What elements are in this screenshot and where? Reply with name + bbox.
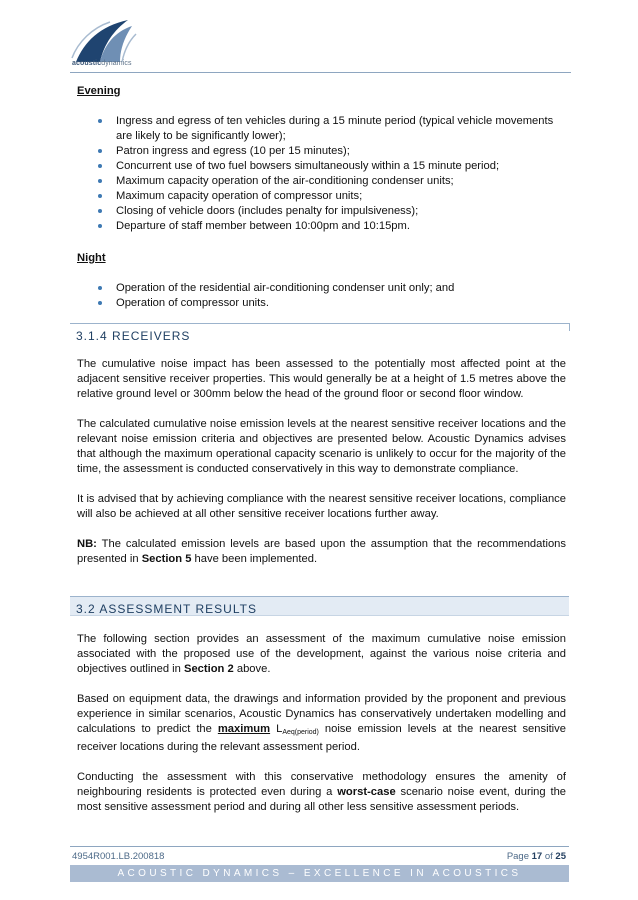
assessment-paragraph-2: Based on equipment data, the drawings and information provided by the proponent and previous experience in similar scenarios, Acoustic Dynamics has conservatively undertaken modelling and calculations to predict the maximum $L_{Aeq(period)}$ noise emission levels at the nearest sensitive receiver locations during the relevant assessment period. — [77, 693, 566, 753]
assessment-paragraph-3: Conducting the assessment with this conservative methodology ensures the amenity of neighbouring residents is protected even during a worst-case scenario noise event, during the most sensitive assessment period and during all other less sensitive assessment periods. — [77, 771, 567, 813]
section-heading-assessment-results: 3.2 ASSESSMENT RESULTS — [70, 596, 569, 616]
night-heading: Night — [77, 252, 106, 264]
activity-lists — [77, 84, 566, 311]
list-item: Ingress and egress of ten vehicles during a 15 minute period (typical vehicle movements are likely to be significantly lower); — [77, 114, 566, 144]
list-item: Operation of compressor units. — [77, 296, 566, 311]
logo-wordmark: acousticdynamics — [72, 60, 132, 67]
receivers-paragraph-2: The calculated cumulative noise emission levels at the nearest sensitive receiver locations and the relevant noise emission criteria and objectives are presented below. Acoustic Dynamics advises that although the maximum operational capacity scenario is unlikely to occur for the majority of the time, the assessment is conducted conservatively in this way to demonstrate compliance. — [77, 418, 566, 475]
night-list — [77, 281, 566, 311]
list-item: Closing of vehicle doors (includes penalty for impulsiveness); — [77, 204, 566, 219]
list-item: Concurrent use of two fuel bowsers simultaneously within a 15 minute period; — [77, 159, 566, 174]
section-5-reference: Section 5 — [141, 553, 192, 565]
list-item: Departure of staff member between 10:00pm and 10:15pm. — [77, 219, 566, 234]
nb-label: NB: — [77, 538, 97, 550]
receivers-paragraph-1: The cumulative noise impact has been assessed to the potentially most affected point at the adjacent sensitive receiver properties. This would generally be at a height of 1.5 metres above the relative ground level or 300mm below the head of the ground floor or second floor window. — [77, 358, 566, 400]
assessment-body — [77, 632, 566, 815]
list-item: Maximum capacity operation of compressor units; — [77, 189, 566, 204]
maximum-emphasis: maximum — [217, 723, 271, 735]
section-heading-receivers: 3.1.4 RECEIVERS — [70, 323, 569, 343]
assessment-paragraph-1: The following section provides an assessment of the maximum cumulative noise emission associated with the proposed use of the development, against the various noise criteria and objectives outlined in Section 2 above. — [77, 633, 566, 675]
laeq-symbol: $L_{Aeq(period)}$ — [276, 723, 319, 736]
receivers-body — [77, 357, 566, 567]
evening-list — [77, 114, 566, 234]
document-reference: 4954R001.LB.200818 — [72, 851, 165, 862]
evening-heading: Evening — [77, 85, 121, 97]
section-2-reference: Section 2 — [183, 663, 234, 675]
list-item: Operation of the residential air-conditioning condenser unit only; and — [77, 281, 566, 296]
receivers-nb-paragraph: NB: The calculated emission levels are based upon the assumption that the recommendations presented in Section 5 have been implemented. — [77, 538, 566, 565]
page-number: Page 17 of 25 — [506, 851, 566, 862]
worst-case-emphasis: worst-case — [337, 786, 396, 798]
list-item: Patron ingress and egress (10 per 15 minutes); — [77, 144, 566, 159]
footer-tagline-band: ACOUSTIC DYNAMICS – EXCELLENCE IN ACOUSTICS — [70, 865, 569, 882]
header-rule — [70, 72, 571, 73]
footer-rule — [70, 846, 569, 847]
receivers-paragraph-3: It is advised that by achieving compliance with the nearest sensitive receiver locations, compliance will also be achieved at all other sensitive receiver locations further away. — [77, 493, 566, 520]
list-item: Maximum capacity operation of the air-conditioning condenser units; — [77, 174, 566, 189]
